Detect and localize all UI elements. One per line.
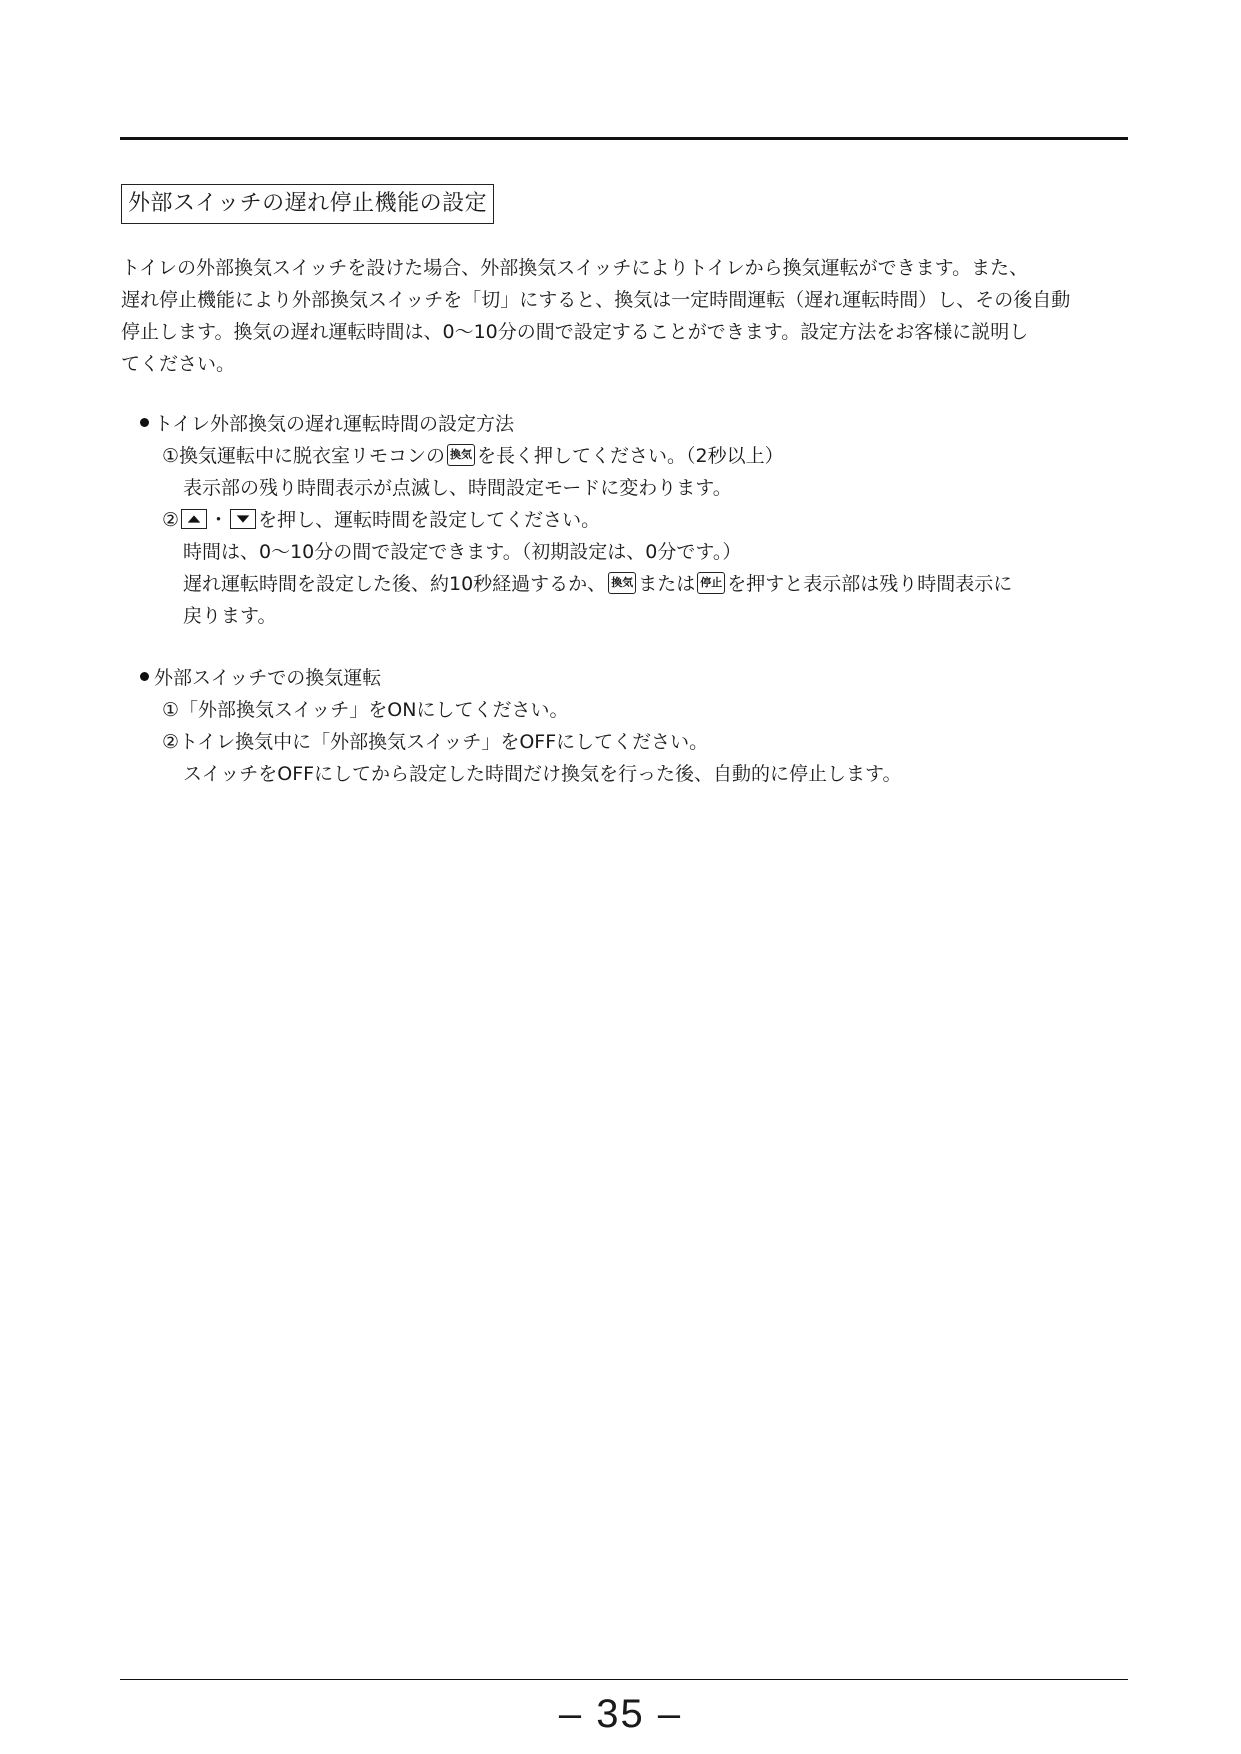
external-switch-heading: 外部スイッチでの換気運転 <box>140 662 1130 694</box>
page-number: – 35 – <box>558 1692 683 1736</box>
bullet-icon <box>140 418 149 427</box>
kanki-key-icon: 換気 <box>608 572 636 594</box>
intro-paragraph <box>121 252 1131 380</box>
intro-line: 停止します。換気の遅れ運転時間は、0〜10分の間で設定することができます。設定方法をお客様に説明し <box>121 321 1029 343</box>
external-step-2-note: スイッチをOFFにしてから設定した時間だけ換気を行った後、自動的に停止します。 <box>183 763 902 785</box>
intro-line: てください。 <box>121 353 236 375</box>
external-step-1: ①「外部換気スイッチ」をONにしてください。 <box>162 699 569 721</box>
delay-step-2-note-1: 時間は、0〜10分の間で設定できます。（初期設定は、0分です。） <box>183 541 742 563</box>
bottom-rule <box>120 1679 1128 1680</box>
section-title: 外部スイッチの遅れ停止機能の設定 <box>121 184 494 224</box>
delay-setting-heading: トイレ外部換気の遅れ運転時間の設定方法 <box>140 408 1130 440</box>
delay-setting-section <box>140 408 1130 632</box>
delay-step-2-note-2: 遅れ運転時間を設定した後、約10秒経過するか、 換気 または 停止 を押すと表示部は残り時間表示に <box>183 573 1013 595</box>
down-arrow-key-icon <box>230 509 256 529</box>
kanki-key-icon: 換気 <box>447 444 475 466</box>
external-step-2: ②トイレ換気中に「外部換気スイッチ」をOFFにしてください。 <box>162 731 709 753</box>
intro-line: 遅れ停止機能により外部換気スイッチを「切」にすると、換気は一定時間運転（遅れ運転時間）し、その後自動 <box>121 289 1071 311</box>
delay-step-2: ② ・ を押し、運転時間を設定してください。 <box>162 509 601 531</box>
top-rule <box>120 137 1128 140</box>
intro-line: トイレの外部換気スイッチを設けた場合、外部換気スイッチによりトイレから換気運転ができます。また、 <box>121 257 1029 279</box>
bullet-icon <box>140 672 149 681</box>
up-arrow-key-icon <box>181 509 207 529</box>
delay-step-1-note: 表示部の残り時間表示が点滅し、時間設定モードに変わります。 <box>183 477 732 499</box>
delay-step-1: ①換気運転中に脱衣室リモコンの 換気 を長く押してください。（2秒以上） <box>162 445 784 467</box>
external-switch-section <box>140 662 1130 790</box>
teishi-key-icon: 停止 <box>697 572 725 594</box>
delay-step-2-note-3: 戻ります。 <box>183 605 277 627</box>
